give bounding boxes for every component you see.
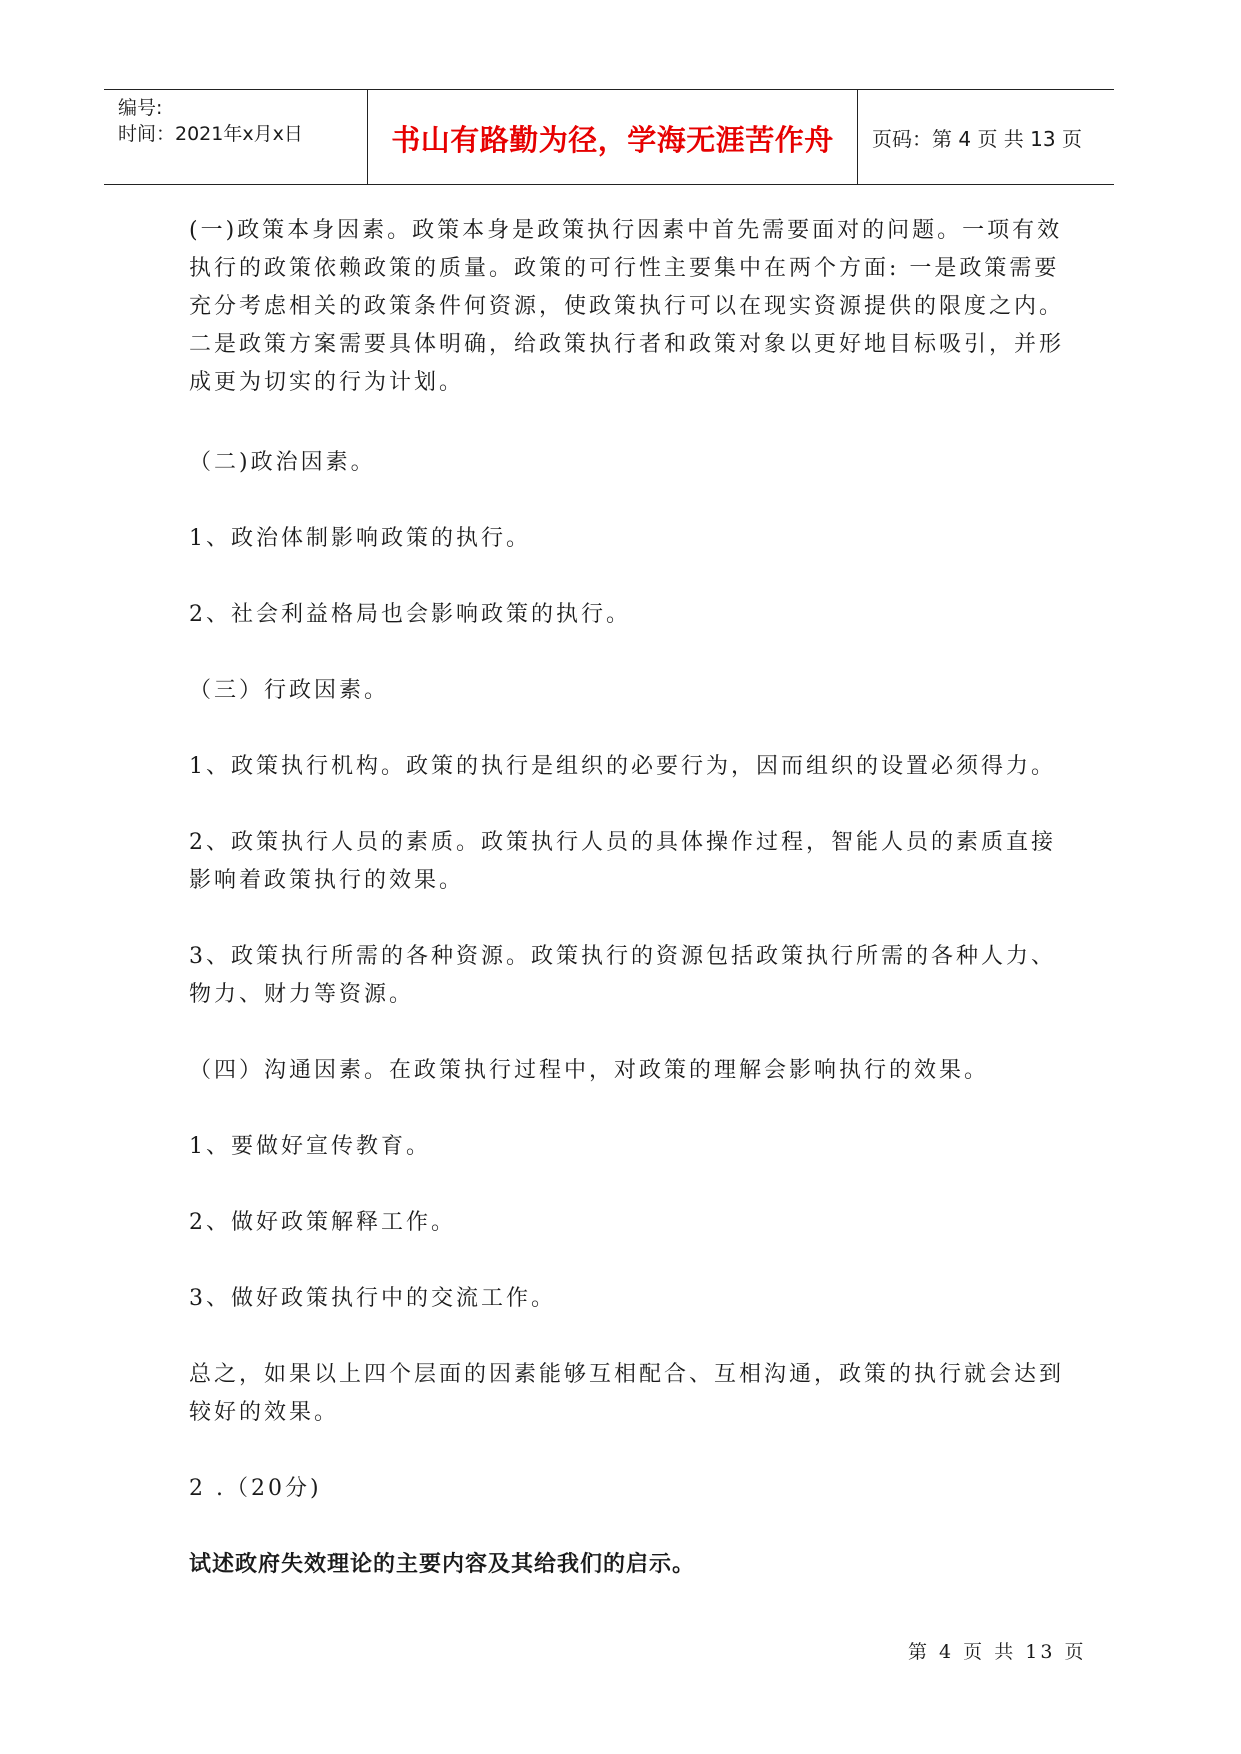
document-code-label: 编号: xyxy=(118,97,163,119)
list-item: 1、要做好宣传教育。 xyxy=(189,1134,431,1159)
header-page-info-cell xyxy=(858,90,1114,184)
document-time: 时间：2021年x月x日 xyxy=(118,123,303,145)
question-title: 试述政府失效理论的主要内容及其给我们的启示。 xyxy=(189,1552,696,1577)
list-item: 3、做好政策执行中的交流工作。 xyxy=(189,1286,556,1311)
header-page-info: 页码：第 4 页 共 13 页 xyxy=(872,126,1082,151)
page-footer: 第 4 页 共 13 页 xyxy=(908,1641,1087,1663)
header-meta xyxy=(104,90,368,184)
paragraph-policy-factors: (一)政策本身因素。政策本身是政策执行因素中首先需要面对的问题。一项有效执行的政策依赖政策的质量。政策的可行性主要集中在两个方面: 一是政策需要充分考虑相关的政策条件何资源，使政策执行可以在现实资源提供的限度之内。二是政策方案需要具体明确，给政策执行者和政策对象以更好地目标吸引，并形成更为切实的行为计划。 xyxy=(189,218,1065,395)
list-item: 2、社会利益格局也会影响政策的执行。 xyxy=(189,602,631,627)
list-item: 1、政治体制影响政策的执行。 xyxy=(189,526,531,551)
page-header xyxy=(104,89,1114,185)
list-item: 1、政策执行机构。政策的执行是组织的必要行为，因而组织的设置必须得力。 xyxy=(189,754,1056,779)
header-motto: 书山有路勤为径，学海无涯苦作舟 xyxy=(391,122,834,157)
paragraph-conclusion: 总之，如果以上四个层面的因素能够互相配合、互相沟通，政策的执行就会达到较好的效果。 xyxy=(189,1362,1065,1425)
list-item: 2、政策执行人员的素质。政策执行人员的具体操作过程，智能人员的素质直接影响着政策执行的效果。 xyxy=(189,830,1056,893)
heading-communication-factors: （四）沟通因素。在政策执行过程中，对政策的理解会影响执行的效果。 xyxy=(189,1058,990,1083)
list-item: 3、政策执行所需的各种资源。政策执行的资源包括政策执行所需的各种人力、物力、财力等资源。 xyxy=(189,944,1056,1007)
question-number: 2 .（20分) xyxy=(189,1476,322,1501)
heading-administrative-factors: （三）行政因素。 xyxy=(189,678,390,703)
list-item: 2、做好政策解释工作。 xyxy=(189,1210,456,1235)
heading-political-factors: （二)政治因素。 xyxy=(189,450,376,475)
header-motto-cell xyxy=(368,90,858,184)
